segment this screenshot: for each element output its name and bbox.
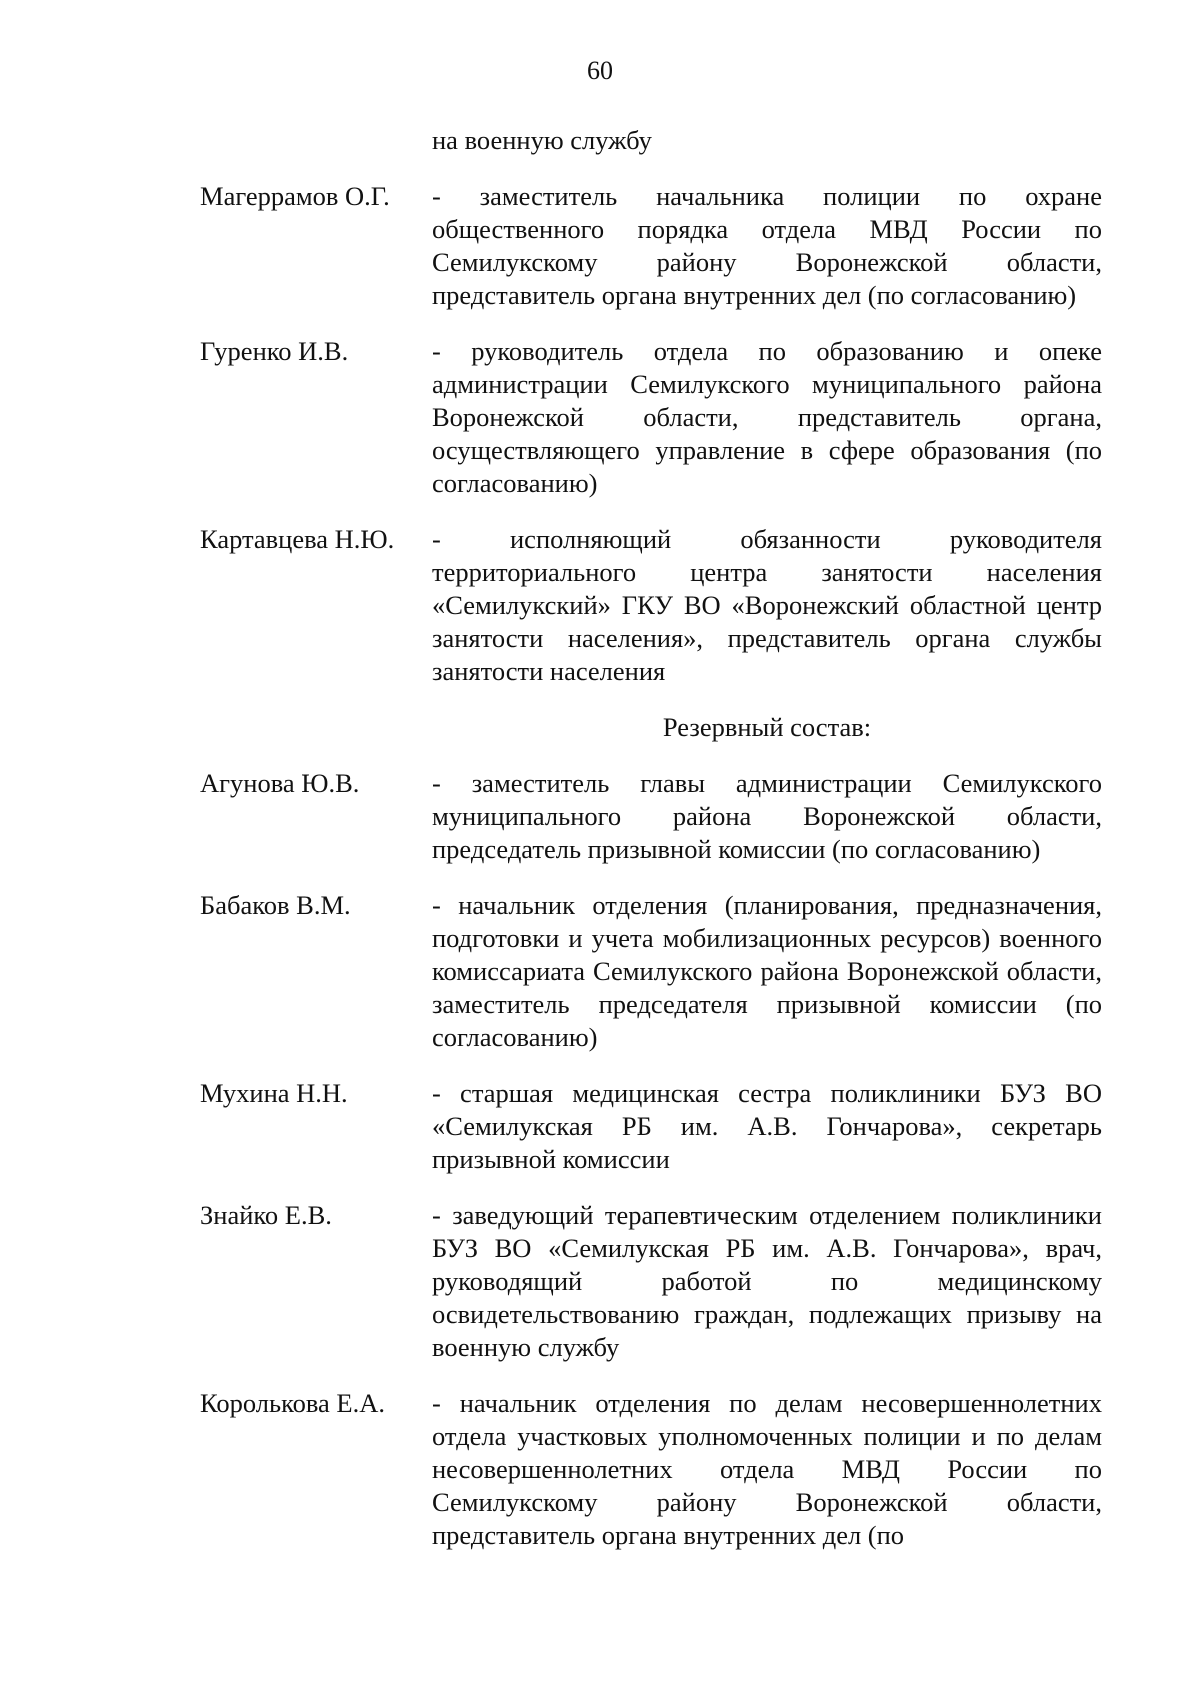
reserve-entry [200,1077,1102,1176]
member-entry [200,335,1102,500]
reserve-entry [200,1199,1102,1364]
member-name: Картавцева Н.Ю. [200,524,395,554]
member-description: - заместитель главы администрации Семилукского муниципального района Воронежской области, председатель призывной комиссии (по согласованию) [432,768,1102,864]
member-description: - заведующий терапевтическим отделением поликлиники БУЗ ВО «Семилукская РБ им. А.В. Гончарова», врач, руководящий работой по медицинскому освидетельствованию граждан, подлежащих призыву на военную службу [432,1200,1102,1362]
member-description: - руководитель отдела по образованию и опеке администрации Семилукского муниципального района Воронежской области, представитель органа, осуществляющего управление в сфере образования (по согласованию) [432,336,1102,498]
member-name: Бабаков В.М. [200,890,351,920]
member-description: - старшая медицинская сестра поликлиники БУЗ ВО «Семилукская РБ им. А.В. Гончарова», секретарь призывной комиссии [432,1078,1102,1174]
reserve-entry [200,767,1102,866]
member-entry [200,180,1102,312]
reserve-heading: Резервный состав: [662,712,872,742]
member-name: Магеррамов О.Г. [200,181,390,211]
member-description: - исполняющий обязанности руководителя территориального центра занятости населения «Семилукский» ГКУ ВО «Воронежский областной центр занятости населения», представитель органа службы занятости населения [432,524,1102,686]
member-entry [200,523,1102,688]
member-name: Мухина Н.Н. [200,1078,348,1108]
continuation-text: на военную службу [432,125,652,155]
document-content [200,124,1102,1575]
member-name: Агунова Ю.В. [200,768,360,798]
member-name: Гуренко И.В. [200,336,349,366]
member-description: - начальник отделения (планирования, предназначения, подготовки и учета мобилизационных ресурсов) военного комиссариата Семилукского района Воронежской области, заместитель председателя призывной комиссии (по согласованию) [432,890,1102,1052]
member-name: Королькова Е.А. [200,1388,385,1418]
reserve-entry [200,1387,1102,1552]
page-number: 60 [587,56,613,85]
member-name: Знайко Е.В. [200,1200,332,1230]
reserve-entry [200,889,1102,1054]
member-description: - заместитель начальника полиции по охране общественного порядка отдела МВД России по Семилукскому району Воронежской области, представитель органа внутренних дел (по согласованию) [432,181,1102,310]
member-description: - начальник отделения по делам несовершеннолетних отдела участковых уполномоченных полиции и по делам несовершеннолетних отдела МВД России по Семилукскому району Воронежской области, представитель органа внутренних дел (по [432,1388,1102,1550]
